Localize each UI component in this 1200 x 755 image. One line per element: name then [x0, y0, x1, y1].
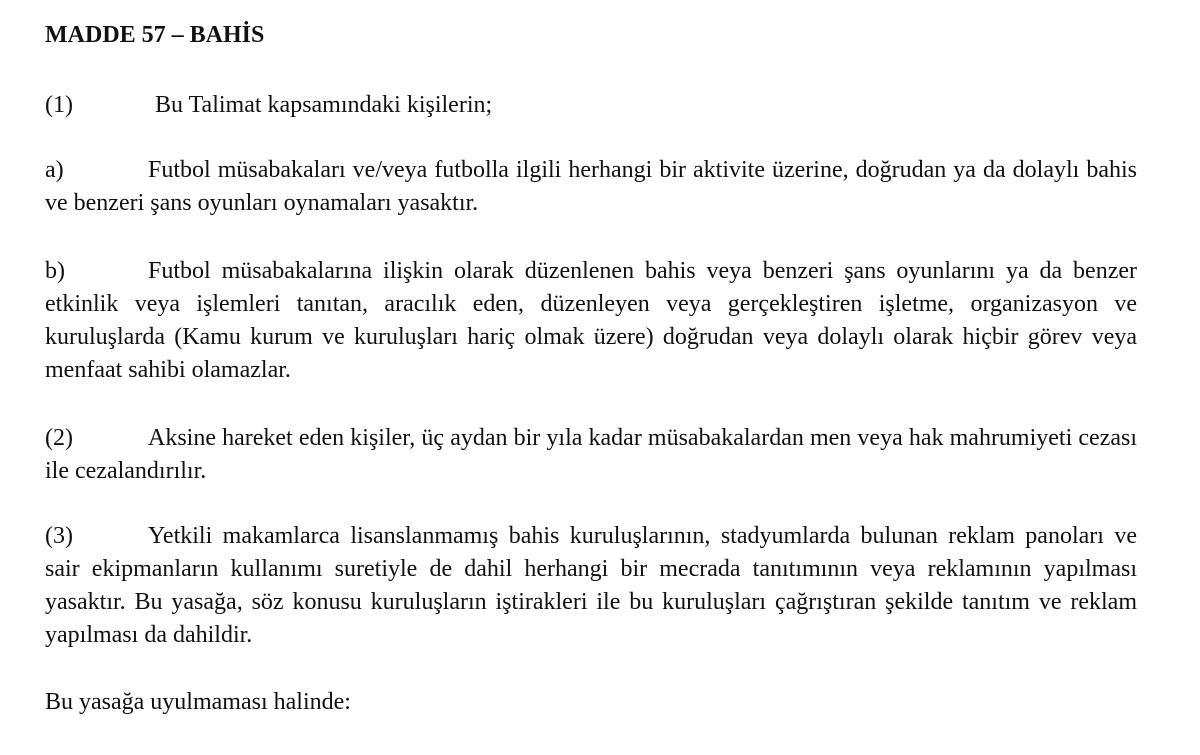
closing-line	[45, 686, 1137, 719]
article-heading: MADDE 57 – BAHİS	[45, 22, 265, 48]
paragraph-text: Aksine hareket eden kişiler, üç aydan bir yıla kadar müsabakalardan men veya hak mahrumiyeti cezası ile cezalandırılır.	[45, 425, 1137, 484]
paragraph-marker: b)	[45, 258, 65, 284]
paragraph-text: Futbol müsabakaları ve/veya futbolla ilgili herhangi bir aktivite üzerine, doğrudan ya da dolaylı bahis ve benzeri şans oyunları oynamaları yasaktır.	[45, 157, 1137, 216]
paragraph-b	[45, 255, 1137, 387]
paragraph-text: Yetkili makamlarca lisanslanmamış bahis kuruluşlarının, stadyumlarda bulunan reklam panoları ve sair ekipmanların kullanımı suretiyle de dahil herhangi bir mecrada tanıtımının veya reklamının yapılması yasaktır. Bu yasağa, söz konusu kuruluşların iştirakleri ile bu kuruluşları çağrıştıran şekilde tanıtım ve reklam yapılması da dahildir.	[45, 523, 1137, 648]
paragraph-marker: (1)	[45, 92, 73, 118]
paragraph-2	[45, 422, 1137, 488]
paragraph-marker: a)	[45, 157, 64, 183]
paragraph-text: Futbol müsabakalarına ilişkin olarak düzenlenen bahis veya benzeri şans oyunlarını ya da benzer etkinlik veya işlemleri tanıtan, aracılık eden, düzenleyen veya gerçekleştiren işletme, organizasyon ve kuruluşlarda (Kamu kurum ve kuruluşları hariç olmak üzere) doğrudan veya dolaylı olarak hiçbir görev veya menfaat sahibi olamazlar.	[45, 258, 1137, 383]
paragraph-text: Bu yasağa uyulmaması halinde:	[45, 689, 351, 715]
paragraph-marker: (2)	[45, 425, 73, 451]
paragraph-marker: (3)	[45, 523, 73, 549]
paragraph-text: Bu Talimat kapsamındaki kişilerin;	[155, 92, 493, 118]
paragraph-3	[45, 520, 1137, 652]
paragraph-a	[45, 154, 1137, 220]
paragraph-1	[45, 89, 1137, 122]
